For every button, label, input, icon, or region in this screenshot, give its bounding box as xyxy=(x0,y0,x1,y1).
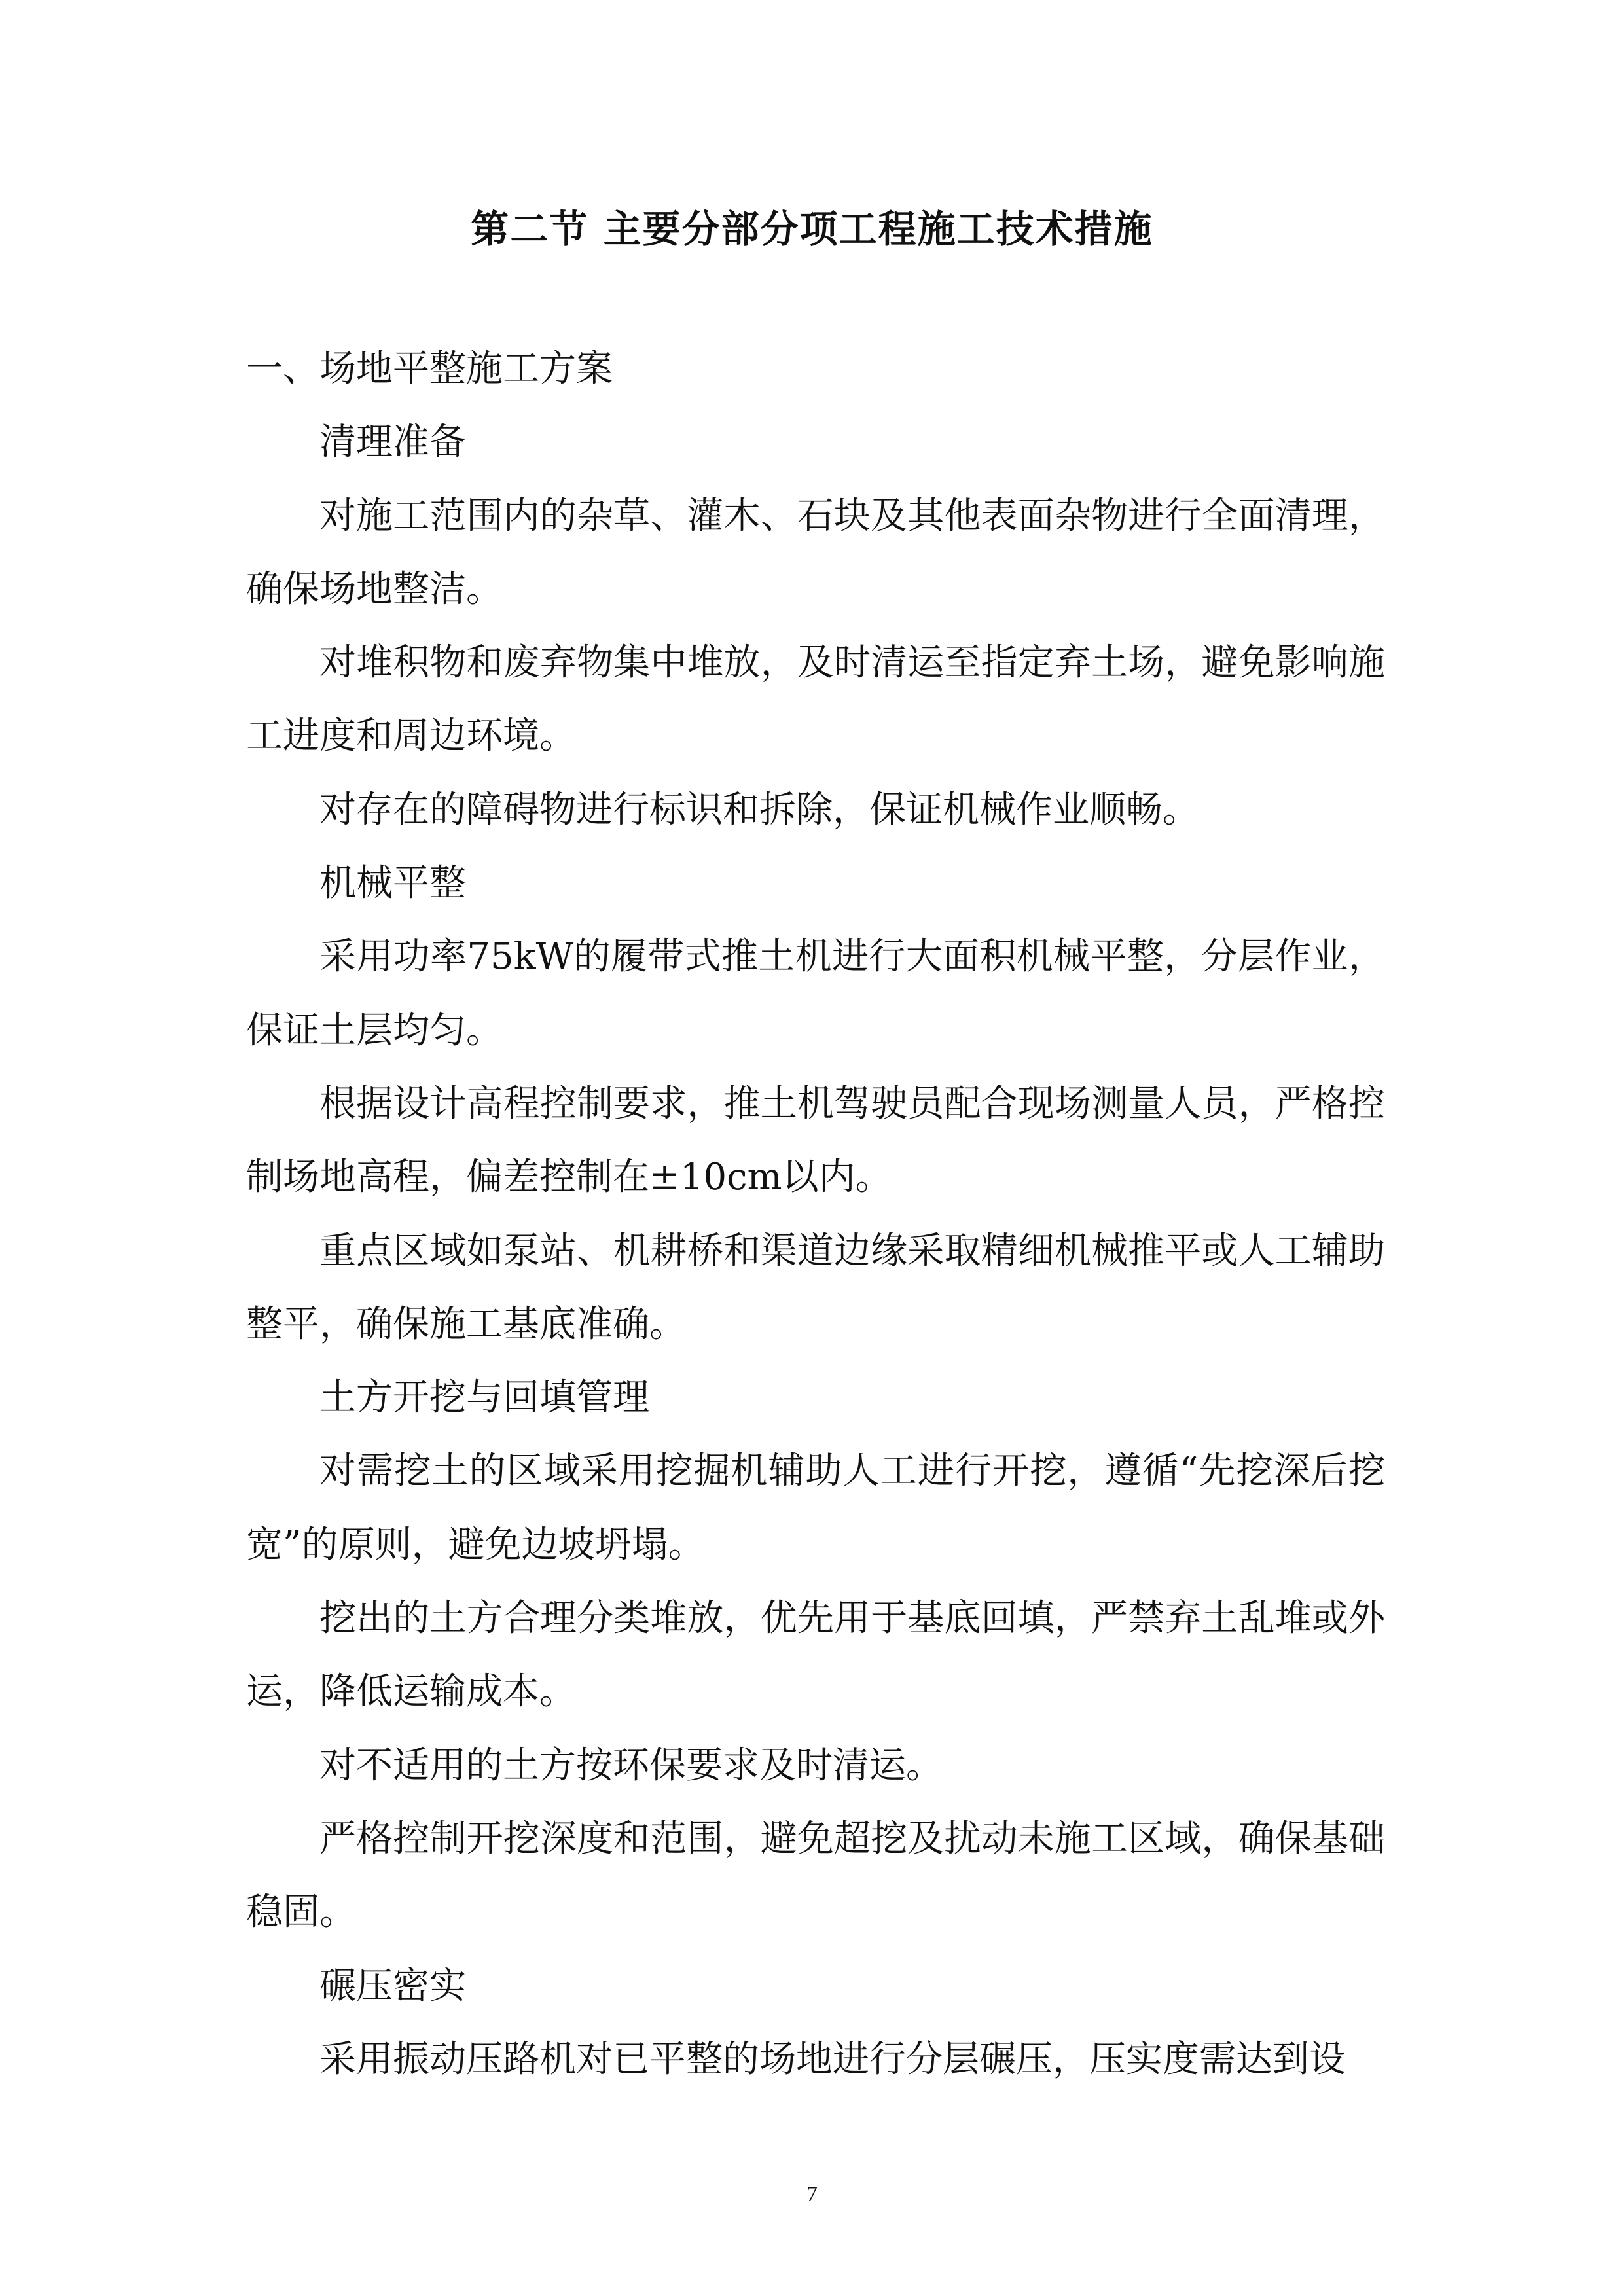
paragraph: 对堆积物和废弃物集中堆放，及时清运至指定弃土场，避免影响施工进度和周边环境。 xyxy=(246,641,1385,758)
page-title: 第二节 主要分部分项工程施工技术措施 xyxy=(471,207,1153,251)
paragraph: 采用振动压路机对已平整的场地进行分层碾压，压实度需达到设 xyxy=(319,2037,1346,2081)
section-heading: 一、场地平整施工方案 xyxy=(246,348,613,390)
paragraph: 采用功率75kW的履带式推土机进行大面积机械平整，分层作业，保证土层均匀。 xyxy=(246,935,1385,1052)
document-body xyxy=(246,332,1385,2096)
paragraph: 对存在的障碍物进行标识和拆除，保证机械作业顺畅。 xyxy=(319,788,1199,831)
page-number: 7 xyxy=(806,2182,818,2206)
paragraph: 对不适用的土方按环保要求及时清运。 xyxy=(319,1744,943,1787)
subheading-compaction: 碾压密实 xyxy=(319,1964,466,2007)
paragraph: 对施工范围内的杂草、灌木、石块及其他表面杂物进行全面清理，确保场地整洁。 xyxy=(246,494,1385,611)
subheading-excavation-backfill: 土方开挖与回填管理 xyxy=(319,1376,649,1420)
subheading-cleanup: 清理准备 xyxy=(319,421,466,464)
subheading-mechanical-leveling: 机械平整 xyxy=(319,862,466,905)
paragraph: 根据设计高程控制要求，推土机驾驶员配合现场测量人员，严格控制场地高程，偏差控制在±10cm以内。 xyxy=(246,1082,1385,1199)
paragraph: 严格控制开挖深度和范围，避免超挖及扰动未施工区域，确保基础稳固。 xyxy=(246,1817,1385,1934)
paragraph: 对需挖土的区域采用挖掘机辅助人工进行开挖，遵循“先挖深后挖宽”的原则，避免边坡坍塌。 xyxy=(246,1450,1385,1566)
paragraph: 重点区域如泵站、机耕桥和渠道边缘采取精细机械推平或人工辅助整平，确保施工基底准确。 xyxy=(246,1229,1385,1346)
paragraph: 挖出的土方合理分类堆放，优先用于基底回填，严禁弃土乱堆或外运，降低运输成本。 xyxy=(246,1597,1385,1713)
